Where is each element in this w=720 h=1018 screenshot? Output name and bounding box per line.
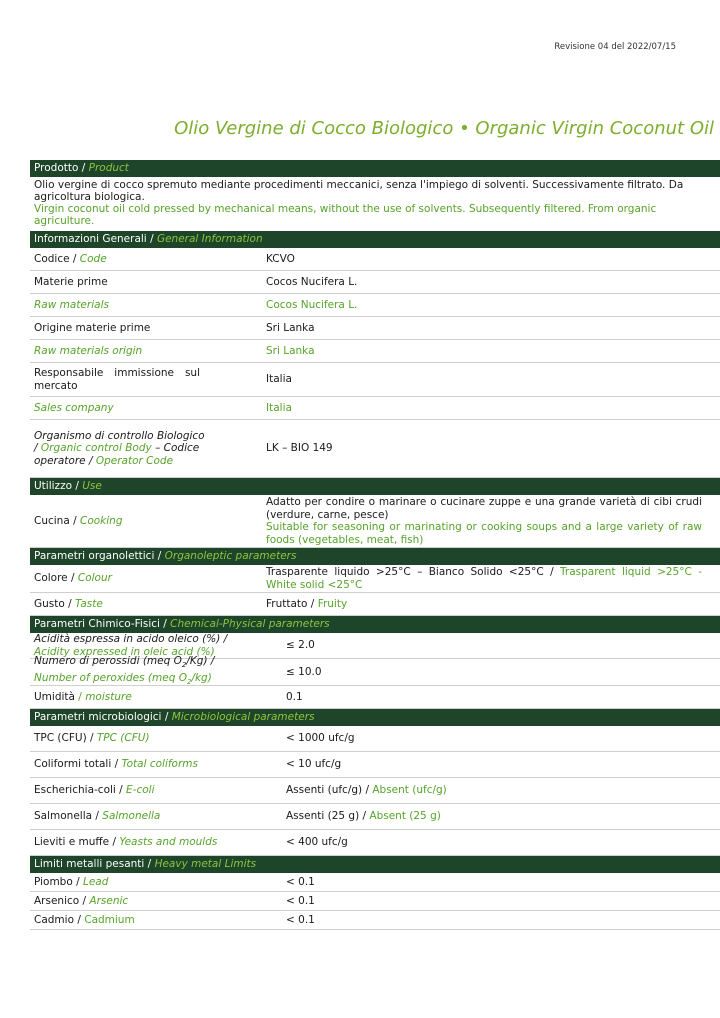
table-row-raw-materials-it — [30, 271, 720, 294]
separator: / — [161, 711, 172, 723]
separator: / — [67, 572, 78, 585]
table-row-sales-company — [30, 397, 720, 420]
row-label — [30, 515, 266, 528]
row-label — [30, 758, 286, 771]
separator: / — [64, 597, 76, 610]
row-label: Acidità espressa in acido oleico (%) / Acidity expressed in oleic acid (%) — [34, 633, 228, 658]
value-en: Absent (ufc/g) — [372, 784, 447, 797]
table-row-micro — [30, 726, 720, 752]
section-title-it: Prodotto — [34, 162, 79, 174]
row-label — [30, 732, 286, 745]
label-it: Umidità — [34, 690, 75, 703]
separator: / — [159, 618, 171, 630]
row-value: ≤ 2.0 — [286, 639, 315, 652]
section-header-heavy-metals — [30, 856, 720, 873]
table-row-micro — [30, 804, 720, 830]
label-it: Cucina — [34, 514, 70, 527]
section-header-chemical — [30, 616, 720, 633]
row-value: ≤ 10.0 — [286, 665, 322, 678]
row-label — [30, 895, 286, 908]
label-en: Colour — [77, 572, 112, 585]
value-it: Assenti (25 g) — [286, 810, 360, 823]
label-it: Coliformi totali — [34, 758, 112, 771]
row-label — [30, 691, 286, 704]
row-value: < 400 ufc/g — [286, 836, 348, 849]
separator: / — [92, 810, 103, 823]
table-row-micro — [30, 830, 720, 856]
row-value: Cocos Nucifera L. — [266, 275, 358, 288]
revision-label: Revisione 04 del 2022/07/15 — [554, 42, 676, 52]
section-title-it: Limiti metalli pesanti — [34, 858, 145, 870]
row-value: Italia — [266, 401, 292, 414]
label-it: Lieviti e muffe — [34, 836, 110, 849]
value-it: Assenti (ufc/g) — [286, 784, 363, 797]
section-title-it: Informazioni Generali — [34, 233, 147, 245]
row-value — [286, 784, 720, 797]
separator: / — [144, 858, 155, 870]
label-en-tail: /kg) — [191, 672, 212, 684]
section-title-en: Organoleptic parameters — [164, 550, 297, 562]
table-row-moisture — [30, 686, 720, 709]
row-value — [266, 598, 720, 611]
section-title-it: Parametri organolettici — [34, 550, 155, 562]
label-it: Codice — [34, 252, 70, 265]
row-value: Cocos Nucifera L. — [266, 298, 358, 311]
label-it: Arsenico — [34, 894, 80, 907]
label-en: E-coli — [126, 784, 155, 797]
spec-sheet — [30, 160, 720, 930]
description-it: Olio vergine di cocco spremuto mediante procedimenti meccanici, senza l'impiego di solventi. Successivamente filtrato. Da agricoltura biologica. — [34, 179, 684, 203]
table-row-peroxides — [30, 655, 720, 687]
section-title-en: Product — [88, 162, 129, 174]
table-row-raw-materials-en — [30, 294, 720, 317]
label-it: Numero di perossidi (meq O — [34, 655, 182, 668]
separator: / — [69, 252, 80, 265]
row-value: < 0.1 — [286, 875, 315, 888]
subscript: 2 — [181, 661, 187, 670]
section-title-en: Chemical-Physical parameters — [170, 618, 330, 630]
value-it: Trasparente liquido >25°C – Bianco Solido <25°C — [266, 566, 544, 578]
subscript: 2 — [186, 678, 192, 687]
section-title-en: Microbiological parameters — [171, 711, 315, 723]
separator: / — [543, 566, 561, 578]
row-label — [30, 253, 266, 266]
table-row-code — [30, 248, 720, 271]
label-en: Total coliforms — [121, 758, 198, 771]
label-it-tail: /Kg) — [186, 655, 208, 668]
table-row-origin-it — [30, 317, 720, 340]
row-label: Materie prime — [34, 275, 108, 288]
table-row-metal — [30, 892, 720, 911]
section-title-en: Use — [82, 480, 102, 492]
label-en: Operator Code — [95, 454, 174, 467]
table-row-origin-en — [30, 340, 720, 363]
table-row-cooking — [30, 495, 720, 548]
row-value: LK – BIO 149 — [266, 442, 333, 455]
label-en: Cadmium — [84, 913, 135, 926]
label-en: TPC (CFU) — [96, 732, 150, 745]
label-en: Yeasts and moulds — [119, 836, 218, 849]
label-it: Acidità espressa in acido oleico (%) — [34, 633, 221, 645]
table-row-responsible — [30, 363, 720, 397]
label-it: Gusto — [34, 597, 65, 610]
section-header-organoleptic — [30, 548, 720, 565]
separator: / — [111, 758, 122, 771]
value-it: Adatto per condire o marinare o cucinare zuppe e una grande varietà di cibi crudi (verdure, carne, pesce) — [266, 496, 702, 521]
table-row-metal — [30, 911, 720, 930]
label-it: Salmonella — [34, 810, 93, 823]
row-value: < 0.1 — [286, 894, 315, 907]
section-header-general-info — [30, 231, 720, 248]
table-row-taste — [30, 593, 720, 616]
separator: / — [72, 875, 83, 888]
separator: / — [359, 810, 370, 823]
section-title-en: Heavy metal Limits — [154, 858, 257, 870]
table-row-micro — [30, 752, 720, 778]
section-title-en: General Information — [156, 233, 263, 245]
row-label: Origine materie prime — [34, 321, 151, 334]
separator: / — [79, 894, 90, 907]
label-en: Arsenic — [89, 894, 129, 907]
label-en: Lead — [82, 875, 109, 888]
separator: / — [109, 836, 120, 849]
description-en: Virgin coconut oil cold pressed by mechanical means, without the use of solvents. Subsequently filtered. From organic agriculture. — [34, 203, 657, 227]
table-row-micro — [30, 778, 720, 804]
row-value: Sri Lanka — [266, 321, 315, 334]
separator: / — [154, 550, 165, 562]
table-row-colour — [30, 565, 720, 593]
row-label — [30, 784, 286, 797]
row-value: 0.1 — [286, 690, 303, 703]
separator: / — [362, 784, 373, 797]
row-label: Organismo di controllo Biologico / Organic control Body – Codice operatore / Operator Code — [34, 429, 205, 467]
label-it: Cadmio — [34, 913, 75, 926]
label-en: Number of peroxides (meq O — [34, 672, 187, 684]
row-label: Raw materials origin — [34, 344, 143, 357]
separator: / — [85, 454, 96, 467]
row-label: Sales company — [34, 401, 114, 414]
row-label — [30, 572, 266, 585]
row-label — [30, 598, 266, 611]
row-label — [30, 810, 286, 823]
section-header-use — [30, 478, 720, 495]
separator: / — [74, 690, 86, 703]
section-title-it: Parametri microbiologici — [34, 711, 162, 723]
label-it: Codice operatore — [34, 442, 200, 467]
row-value: Sri Lanka — [266, 344, 315, 357]
separator: / — [115, 784, 127, 797]
separator: / — [74, 913, 85, 926]
label-it: TPC (CFU) — [34, 732, 87, 745]
label-it: Colore — [34, 572, 68, 585]
row-label — [30, 876, 286, 889]
row-value: < 0.1 — [286, 913, 315, 926]
section-header-product — [30, 160, 720, 177]
separator: / — [34, 442, 41, 455]
row-value — [266, 566, 720, 591]
value-en: Trasparent liquid >25°C - White solid <25°C — [266, 566, 703, 591]
label-en: Acidity expressed in oleic acid (%) — [34, 645, 215, 658]
label-it: Piombo — [34, 875, 73, 888]
label-en: Cooking — [79, 514, 123, 527]
row-value: Italia — [266, 373, 292, 386]
row-value — [266, 496, 720, 546]
row-label: Numero di perossidi (meq $O_2/Kg$) / Number of peroxides (meq $O_2/kg$) — [34, 655, 215, 687]
product-description — [30, 177, 720, 231]
label-en: Organic control Body — [40, 442, 152, 455]
value-en: Absent (25 g) — [369, 810, 441, 823]
row-label: Responsabile immissione sul mercato — [34, 367, 200, 392]
table-row-control-body — [30, 420, 720, 478]
separator: / — [72, 480, 83, 492]
separator: / — [78, 162, 89, 174]
label-en: moisture — [85, 690, 132, 703]
section-title-it: Utilizzo — [34, 480, 73, 492]
value-it: Fruttato — [266, 597, 308, 610]
separator: / — [307, 597, 318, 610]
separator: / — [69, 514, 80, 527]
section-title-it: Parametri Chimico-Fisici — [34, 618, 160, 630]
value-en: Fruity — [317, 597, 348, 610]
row-value: KCVO — [266, 252, 295, 265]
row-value: < 1000 ufc/g — [286, 732, 355, 745]
value-en: Suitable for seasoning or marinating or cooking soups and a large variety of raw foods (vegetables, meat, fish) — [266, 521, 702, 546]
row-label — [30, 836, 286, 849]
label-en: Code — [79, 252, 107, 265]
row-value: < 10 ufc/g — [286, 758, 342, 771]
row-label: Raw materials — [34, 298, 109, 311]
label-it: Organismo di controllo Biologico — [34, 429, 205, 442]
document-title: Olio Vergine di Cocco Biologico • Organic Virgin Coconut Oil — [174, 118, 714, 139]
label-en: Taste — [75, 597, 103, 610]
row-label — [30, 914, 286, 927]
section-header-microbiological — [30, 709, 720, 726]
table-row-metal — [30, 873, 720, 892]
label-it: Escherichia-coli — [34, 784, 116, 797]
separator: / — [86, 732, 97, 745]
label-en: Salmonella — [102, 810, 161, 823]
row-value — [286, 810, 720, 823]
separator: / — [146, 233, 157, 245]
